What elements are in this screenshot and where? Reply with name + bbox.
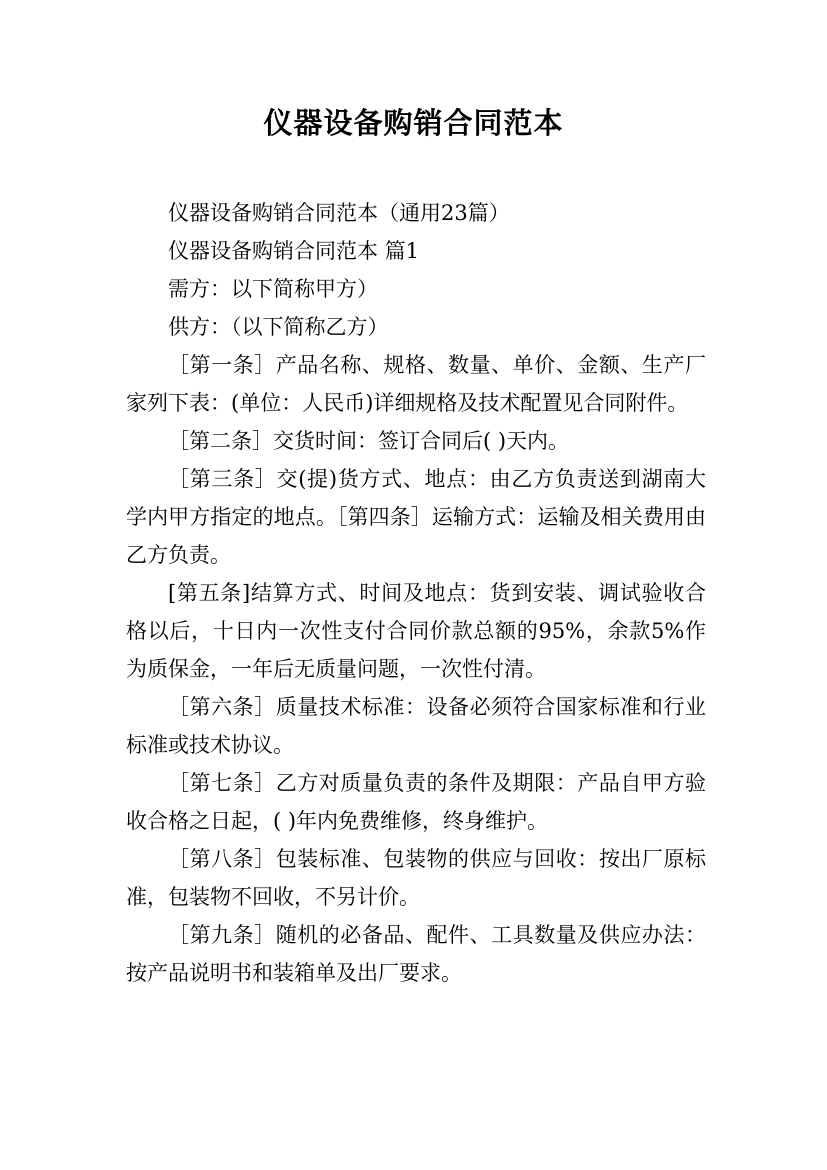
paragraph-article-8: ［第八条］包装标准、包装物的供应与回收：按出厂原标准，包装物不回收，不另计价。 [126,847,706,909]
paragraph-article-1: ［第一条］产品名称、规格、数量、单价、金额、生产厂家列下表：(单位：人民币)详细规格及技术配置见合同附件。 [126,353,706,415]
document-title: 仪器设备购销合同范本 [263,106,564,140]
paragraph-article-3-4: ［第三条］交(提)货方式、地点：由乙方负责送到湖南大学内甲方指定的地点。［第四条］运输方式：运输及相关费用由乙方负责。 [126,467,706,567]
paragraph-article-2: ［第二条］交货时间：签订合同后( )天内。 [168,429,570,453]
paragraph-article-6: ［第六条］质量技术标准：设备必须符合国家标准和行业标准或技术协议。 [126,695,706,757]
document-body [126,194,706,992]
paragraph-doc-heading: 仪器设备购销合同范本（通用23篇） [168,201,510,225]
paragraph-supplier: 供方：（以下简称乙方） [168,315,389,339]
paragraph-article-5: [第五条]结算方式、时间及地点：货到安装、调试验收合格以后，十日内一次性支付合同价款总额的95%，余款5%作为质保金，一年后无质量问题，一次性付清。 [126,581,706,681]
paragraph-article-9: ［第九条］随机的必备品、配件、工具数量及供应办法：按产品说明书和装箱单及出厂要求。 [126,923,706,985]
paragraph-section-label: 仪器设备购销合同范本 篇1 [168,239,420,263]
paragraph-article-7: ［第七条］乙方对质量负责的条件及期限：产品自甲方验收合格之日起，( )年内免费维修，终身维护。 [126,771,706,833]
paragraph-buyer: 需方：以下简称甲方） [168,277,378,301]
